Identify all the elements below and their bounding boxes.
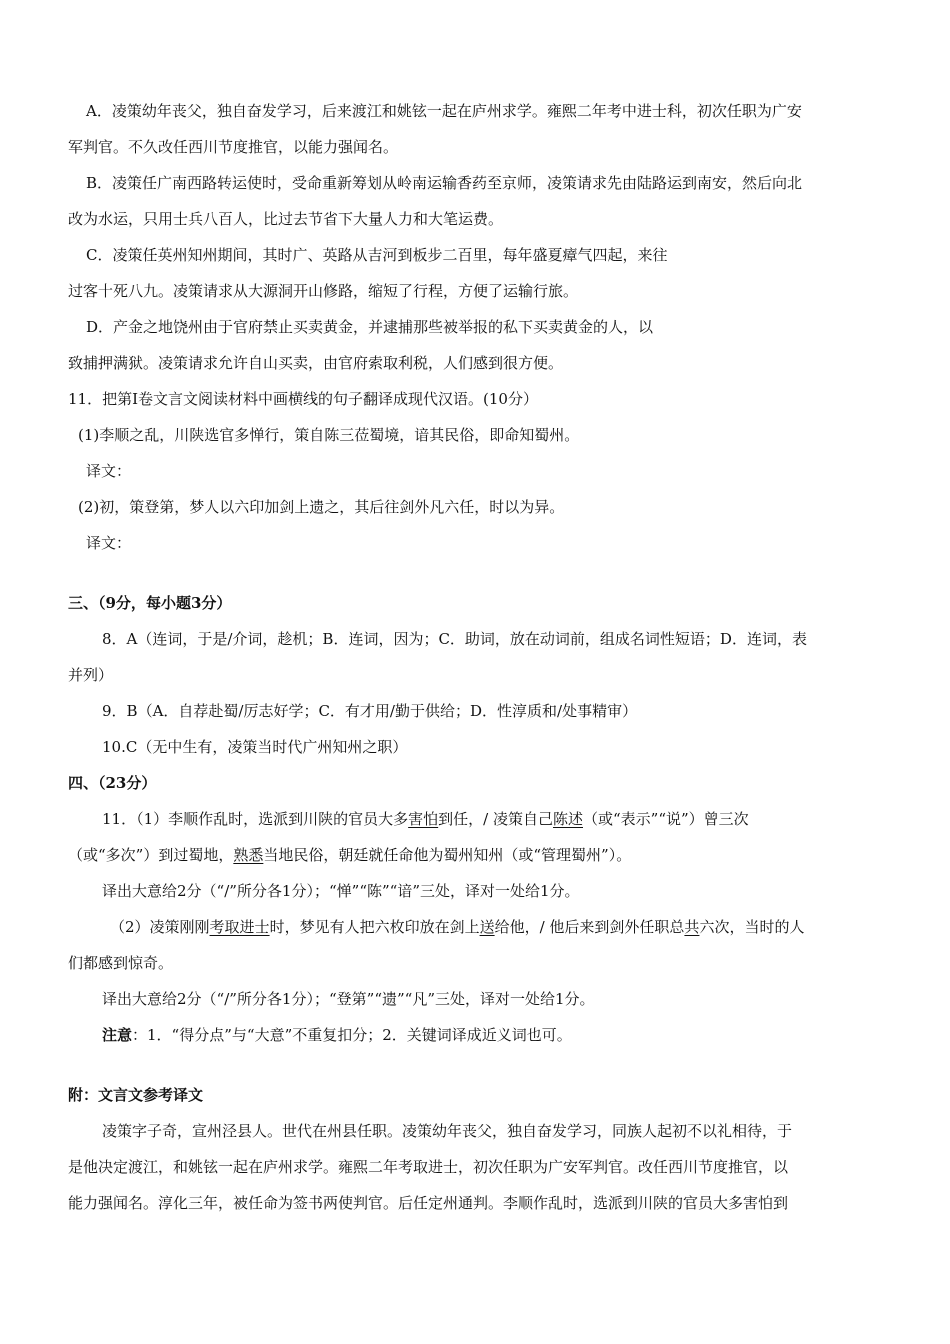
answer-text-segment: 六次，当时的人 [699, 918, 805, 936]
answer-10: 10.C（无中生有，凌策当时代广州知州之职） [102, 738, 408, 756]
appendix-paragraph-line-1: 凌策字子奇，宣州泾县人。世代在州县任职。凌策幼年丧父，独自奋发学习，同族人起初不以礼相待，于 [102, 1122, 793, 1140]
option-c-line-2: 过客十死八九。凌策请求从大源洞开山修路，缩短了行程，方便了运输行旅。 [68, 282, 579, 300]
answer-8-line-1: 8．A（连词，于是/介词，趁机；B．连词，因为；C．助词，放在动词前，组成名词性短语；D．连词，表 [102, 630, 807, 648]
option-a-line-1: A．凌策幼年丧父，独自奋发学习，后来渡江和姚铉一起在庐州求学。雍熙二年考中进士科，初次任职为广安 [86, 102, 802, 120]
section-3-heading: 三、（9分，每小题3分） [68, 594, 232, 612]
answer-9: 9．B（A．自荐赴蜀/厉志好学；C．有才用/勤于供给；D．性淳质和/处事精审） [102, 702, 638, 720]
option-b-line-1: B．凌策任广南西路转运使时，受命重新筹划从岭南运输香药至京师，凌策请求先由陆路运到南安，然后向北 [86, 174, 803, 192]
option-d-line-2: 致捕押满狱。凌策请求允许自山买卖，由官府索取利税，人们感到很方便。 [68, 354, 564, 372]
section-4-heading: 四、（23分） [68, 774, 157, 792]
answer-text-segment: （2）凌策刚刚 [110, 918, 210, 936]
answer-11-1-line-1 [102, 809, 749, 829]
question-11-sentence-1: (1)李顺之乱，川陕选官多惮行，策自陈三莅蜀境，谙其民俗，即命知蜀州。 [78, 426, 580, 444]
option-a-line-2: 军判官。不久改任西川节度推官，以能力强闻名。 [68, 138, 399, 156]
answer-text-segment: 时，梦见有人把六枚印放在剑上 [269, 918, 480, 936]
appendix-paragraph-line-2: 是他决定渡江，和姚铉一起在庐州求学。雍熙二年考取进士，初次任职为广安军判官。改任西川节度推官，以 [68, 1158, 789, 1176]
answer-text-segment: 给他，/ 他后来到剑外任职总 [494, 918, 685, 936]
option-c-line-1: C．凌策任英州知州期间，其时广、英路从吉河到板步二百里，每年盛夏瘴气四起，来往 [86, 246, 668, 264]
option-b-line-2: 改为水运，只用士兵八百人，比过去节省下大量人力和大笔运费。 [68, 210, 504, 228]
underlined-keyword: 考取进士 [209, 918, 270, 936]
note-line [102, 1025, 572, 1045]
note-text: ：1．“得分点”与“大意”不重复扣分；2．关键词译成近义词也可。 [132, 1026, 572, 1044]
question-11-sentence-2: (2)初，策登第，梦人以六印加剑上遗之，其后往剑外凡六任，时以为异。 [78, 498, 565, 516]
underlined-keyword: 共 [684, 918, 700, 936]
underlined-keyword: 陈述 [552, 810, 583, 828]
scoring-rule-1: 译出大意给2分（“/”所分各1分）；“惮”“陈”“谙”三处，译对一处给1分。 [102, 882, 580, 900]
answer-text-segment: 到任，/ 凌策自己 [438, 810, 553, 828]
note-label: 注意 [102, 1026, 133, 1044]
appendix-heading: 附：文言文参考译文 [68, 1086, 204, 1104]
answer-text-segment: 当地民俗，朝廷就任命他为蜀州知州（或“管理蜀州”）。 [263, 846, 632, 864]
underlined-keyword: 害怕 [408, 810, 439, 828]
answer-8-line-2: 并列） [68, 666, 114, 684]
answer-text-segment: （或“多次”）到过蜀地， [68, 846, 234, 864]
scoring-rule-2: 译出大意给2分（“/”所分各1分）；“登第”“遗”“凡”三处，译对一处给1分。 [102, 990, 595, 1008]
translation-label-1: 译文： [86, 462, 132, 480]
underlined-keyword: 熟悉 [233, 846, 264, 864]
answer-11-2-line-2: 们都感到惊奇。 [68, 954, 174, 972]
option-d-line-1: D．产金之地饶州由于官府禁止买卖黄金，并逮捕那些被举报的私下买卖黄金的人，以 [86, 318, 654, 336]
question-11-stem: 11．把第Ⅰ卷文言文阅读材料中画横线的句子翻译成现代汉语。(10分） [68, 390, 538, 408]
answer-11-1-line-2 [68, 845, 631, 865]
underlined-keyword: 送 [479, 918, 495, 936]
answer-text-segment: （或“表示”“说”）曾三次 [583, 810, 749, 828]
translation-label-2: 译文： [86, 534, 132, 552]
answer-11-2-line-1 [110, 917, 804, 937]
answer-text-segment: 11．（1）李顺作乱时，选派到川陕的官员大多 [102, 810, 409, 828]
appendix-paragraph-line-3: 能力强闻名。淳化三年，被任命为签书两使判官。后任定州通判。李顺作乱时，选派到川陕的官员大多害怕到 [68, 1194, 789, 1212]
